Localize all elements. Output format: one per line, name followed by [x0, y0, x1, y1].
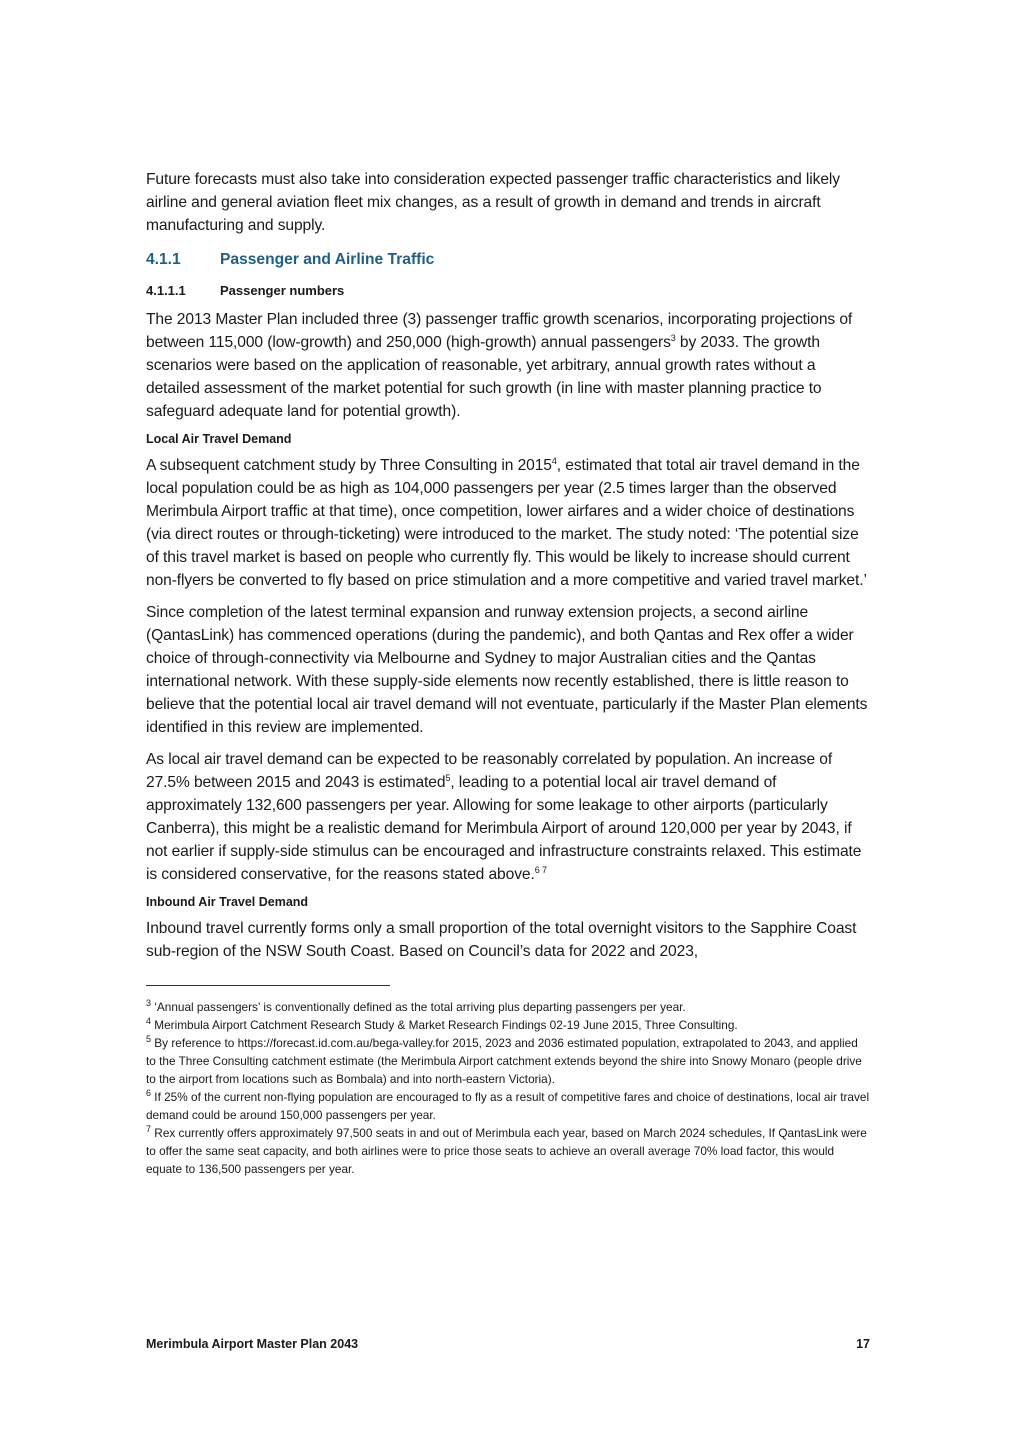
page-number: 17: [856, 1337, 870, 1351]
paragraph-catchment: [146, 454, 870, 592]
footnote-number: 7: [146, 1124, 152, 1135]
footnote-ref-5: 5: [445, 772, 451, 783]
paragraph-text: , leading to a potential local air travel demand of approximately 132,600 passengers per year. Allowing for some leakage to other airports (particularly Canberra), this might be a realistic demand for Merimbula Airport of around 120,000 per year by 2043, if not earlier if supply-side stimulus can be encouraged and infrastructure constraints relaxed. This estimate is considered conservative, for the reasons stated above.: [146, 774, 862, 883]
footnote-4: [146, 1016, 870, 1034]
footnote-ref-3: 3: [670, 332, 676, 343]
section-heading: [146, 251, 870, 269]
footnote-text: ‘Annual passengers’ is conventionally defined as the total arriving plus departing passengers per year.: [151, 1000, 686, 1014]
section-number: 4.1.1: [146, 251, 181, 268]
footnote-6: [146, 1088, 870, 1124]
heading-local-demand: Local Air Travel Demand: [146, 432, 292, 446]
footnote-number: 6: [146, 1088, 152, 1099]
paragraph-population: [146, 748, 870, 886]
footnote-number: 3: [146, 998, 152, 1009]
footnotes: [146, 998, 870, 1178]
paragraph-inbound: Inbound travel currently forms only a small proportion of the total overnight visitors to the Sapphire Coast sub-region of the NSW South Coast. Based on Council’s data for 2022 and 2023,: [146, 920, 857, 960]
paragraph-text: by 2033. The growth scenarios were based on the application of reasonable, yet arbitrary, annual growth rates without a detailed assessment of the market potential for such growth (in line with master planning practice to safeguard adequate land for potential growth).: [146, 334, 822, 420]
footnote-number: 5: [146, 1034, 152, 1045]
subsection-title: Passenger numbers: [220, 283, 345, 298]
paragraph-master-plan: [146, 308, 870, 423]
subsection-number: 4.1.1.1: [146, 283, 186, 298]
footnote-3: [146, 998, 870, 1016]
page-footer: [146, 1337, 870, 1351]
footnote-ref-4: 4: [551, 455, 557, 466]
document-body: [146, 168, 870, 1178]
section-title: Passenger and Airline Traffic: [220, 251, 435, 268]
footnote-number: 4: [146, 1016, 152, 1027]
footnote-7: [146, 1124, 870, 1178]
footnote-text: Rex currently offers approximately 97,500 seats in and out of Merimbula each year, based on March 2024 schedules, If QantasLink were to offer the same seat capacity, and both airlines were to price those seats to achieve an overall average 70% load factor, this would equate to 136,500 passengers per year.: [146, 1126, 867, 1176]
paragraph-supply-side: Since completion of the latest terminal expansion and runway extension projects, a second airline (QantasLink) has commenced operations (during the pandemic), and both Qantas and Rex offer a wider choice of through-connectivity via Melbourne and Sydney to major Australian cities and the Qantas international network. With these supply-side elements now recently established, there is little reason to believe that the potential local air travel demand will not eventuate, particularly if the Master Plan elements identified in this review are implemented.: [146, 604, 868, 736]
paragraph-text: A subsequent catchment study by Three Consulting in 2015: [146, 457, 552, 474]
subsection-heading: [146, 283, 870, 298]
footnote-text: By reference to https://forecast.id.com.au/bega-valley.for 2015, 2023 and 2036 estimated population, extrapolated to 2043, and applied to the Three Consulting catchment estimate (the Merimbula Airport catchment extends beyond the shire into Snowy Monaro (people drive to the airport from locations such as Bombala) and into north-eastern Victoria).: [146, 1036, 862, 1086]
footnote-ref-6-7: 6 7: [534, 864, 547, 875]
footnote-text: Merimbula Airport Catchment Research Study & Market Research Findings 02-19 June 2015, Three Consulting.: [151, 1018, 738, 1032]
paragraph-text: , estimated that total air travel demand in the local population could be as high as 104,000 passengers per year (2.5 times larger than the observed Merimbula Airport traffic at that time), once competition, lower airfares and a wider choice of destinations (via direct routes or through-ticketing) were introduced to the market. The study noted: ‘The potential size of this travel market is based on people who currently fly. This would be likely to increase should current non-flyers be converted to fly based on price stimulation and a more competitive and varied travel market.’: [146, 457, 867, 589]
footnote-5: [146, 1034, 870, 1088]
paragraph-text: The 2013 Master Plan included three (3) passenger traffic growth scenarios, incorporating projections of between 115,000 (low-growth) and 250,000 (high-growth) annual passengers: [146, 311, 853, 351]
heading-inbound-demand: Inbound Air Travel Demand: [146, 895, 309, 909]
intro-paragraph: Future forecasts must also take into consideration expected passenger traffic characteristics and likely airline and general aviation fleet mix changes, as a result of growth in demand and trends in aircraft manufacturing and supply.: [146, 171, 840, 234]
footnote-divider: [146, 985, 390, 986]
footnote-text: If 25% of the current non-flying population are encouraged to fly as a result of competitive fares and choice of destinations, local air travel demand could be around 150,000 passengers per year.: [146, 1090, 870, 1122]
paragraph-text: As local air travel demand can be expected to be reasonably correlated by population. An increase of 27.5% between 2015 and 2043 is estimated: [146, 751, 833, 791]
footer-document-title: Merimbula Airport Master Plan 2043: [146, 1337, 359, 1351]
